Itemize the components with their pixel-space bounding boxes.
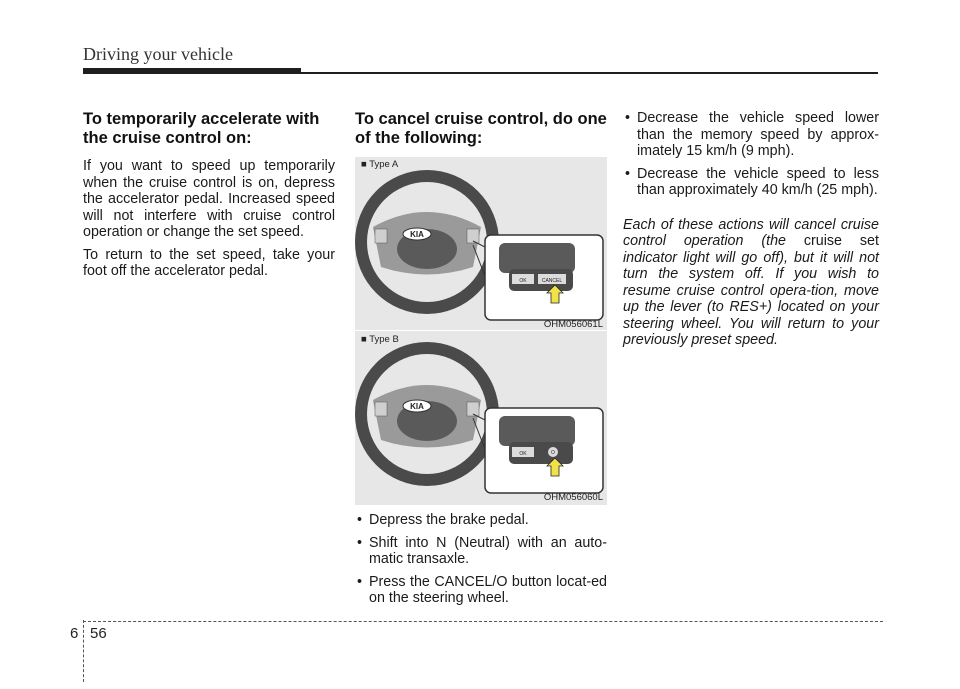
list-item: • Decrease the vehicle speed lower than the memory speed by approx-imately 15 km/h (9 mph). bbox=[625, 110, 879, 159]
o-button-label-b: O bbox=[551, 450, 555, 456]
column-cancel-continued bbox=[623, 110, 879, 355]
ok-button-label-b: OK bbox=[519, 451, 527, 457]
paragraph-accelerate-1: If you want to speed up temporarily when the cruise control is on, depress the accelerator pedal. Increased speed will not interfere with cruise control operation or change the set speed. bbox=[83, 158, 335, 240]
list-item: • Depress the brake pedal. bbox=[357, 512, 529, 528]
footer-divider bbox=[83, 620, 84, 682]
list-item: • Decrease the vehicle speed to less than approximately 40 km/h (25 mph). bbox=[625, 165, 879, 198]
header-bar bbox=[83, 68, 301, 74]
steering-wheel-illustration-a bbox=[355, 157, 607, 332]
steering-wheel-illustration-b bbox=[355, 332, 607, 505]
figure-type-b bbox=[355, 332, 607, 505]
figure-type-label: ■ Type A bbox=[361, 159, 399, 170]
list-item: • Press the CANCEL/O button locat-ed on the steering wheel. bbox=[357, 573, 607, 606]
figure-type-a bbox=[355, 157, 607, 332]
figure-code: OHM056061L bbox=[543, 319, 603, 330]
cancel-bullet-list bbox=[355, 512, 607, 613]
column-cancel bbox=[355, 110, 607, 158]
cancel-button-label-a: CANCEL bbox=[541, 278, 563, 284]
column-accelerate bbox=[83, 110, 335, 286]
section-heading-cancel: To cancel cruise control, do one of the following: bbox=[355, 110, 607, 147]
figure-code: OHM056060L bbox=[543, 492, 603, 503]
page-number: 56 bbox=[90, 625, 107, 642]
paragraph-accelerate-2: To return to the set speed, take your foot off the accelerator pedal. bbox=[83, 246, 335, 279]
ok-button-label-a: OK bbox=[519, 278, 527, 284]
page-header-title: Driving your vehicle bbox=[83, 44, 233, 64]
list-item: • Shift into N (Neutral) with an auto-matic transaxle. bbox=[357, 534, 607, 567]
header-rule bbox=[301, 72, 878, 74]
kia-logo-a: KIA bbox=[410, 230, 424, 239]
note-paragraph: Each of these actions will cancel cruise control operation (the cruise set indicator light will go off), but it will not turn the system off. If you wish to resume cruise control opera-tion, move up the lever (to RES+) located on your steering wheel. You will return to your previously preset speed. bbox=[623, 216, 879, 348]
chapter-number: 6 bbox=[70, 625, 79, 642]
kia-logo-b: KIA bbox=[410, 402, 424, 411]
section-heading-accelerate: To temporarily accelerate with the cruise control on: bbox=[83, 110, 320, 147]
figure-type-label: ■ Type B bbox=[361, 334, 399, 345]
figure-divider bbox=[355, 330, 607, 331]
footer-rule bbox=[83, 621, 883, 622]
